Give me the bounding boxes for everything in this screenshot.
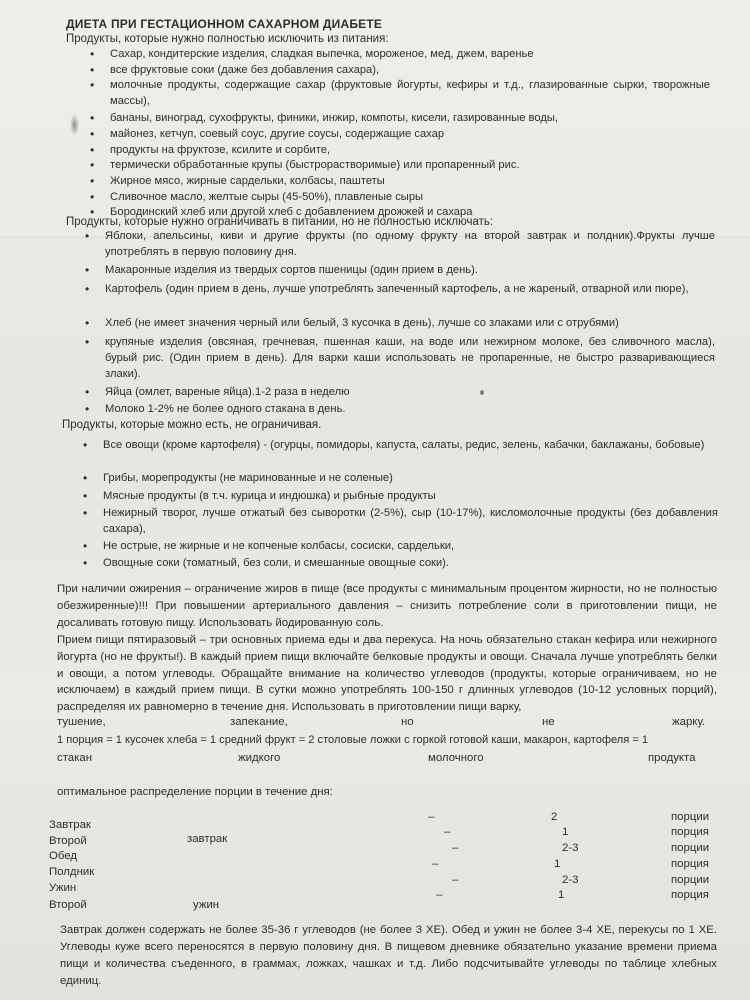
meal-dash: – bbox=[452, 842, 459, 854]
ink-dot bbox=[480, 390, 484, 395]
limit-item: • Картофель (один прием в день, лучше употреблять запеченный картофель, а не жареный, отварной или пюре), bbox=[105, 281, 715, 297]
limit-item: • Макаронные изделия из твердых сортов пшеницы (один прием в день). bbox=[105, 262, 478, 278]
distribution-heading: оптимальное распределение порции в течение дня: bbox=[57, 786, 333, 798]
meal-label-extra: завтрак bbox=[187, 833, 228, 845]
meals-paragraph: Прием пищи пятиразовый – три основных приема еды и два перекуса. На ночь обязательно стакан кефира или нежирного йогурта (но не фрукты!). В каждый прием пищи включайте белковые продукты и овощи. Сначала лучше употреблять белки и овощи, а потом углеводы. Обращайте внимание на количество углеводов (продукты, которые ограничиваем, но не исключаем) в каждый прием пищи. В сутки можно употреблять 100-150 г длинных углеводов (10-12 условных порций), распределяя их равномерно в течение дня. Использовать в приготовлении пищи варку, bbox=[57, 634, 717, 714]
meal-unit: порция bbox=[671, 858, 709, 870]
exclude-heading: Продукты, которые нужно полностью исключить из питания: bbox=[66, 33, 389, 45]
meal-label: Завтрак bbox=[49, 819, 91, 831]
portion-word: жидкого bbox=[238, 752, 281, 764]
meal-unit: порция bbox=[671, 889, 709, 901]
exclude-item: • Жирное мясо, жирные сардельки, колбасы, паштеты bbox=[110, 173, 385, 189]
meals-tail-word: но bbox=[401, 716, 414, 728]
paper-fold bbox=[0, 466, 750, 469]
meal-unit: порция bbox=[671, 826, 709, 838]
exclude-item: • Бородинский хлеб или другой хлеб с добавлением дрожжей и сахара bbox=[110, 204, 472, 220]
limit-item: • Яйца (омлет, вареные яйца).1-2 раза в неделю bbox=[105, 384, 350, 400]
meal-unit: порции bbox=[671, 811, 710, 823]
exclude-item: • Сливочное масло, желтые сыры (45-50%), плавленые сыры bbox=[110, 189, 423, 205]
meal-dash: – bbox=[436, 889, 443, 901]
meals-tail-word: тушение, bbox=[57, 716, 106, 728]
meal-label: Второй bbox=[49, 835, 87, 847]
limit-heading: Продукты, которые нужно ограничивать в питании, но не полностью исключать: bbox=[66, 216, 494, 228]
meal-dash: – bbox=[432, 858, 439, 870]
obesity-paragraph: При наличии ожирения – ограничение жиров в пище (все продукты с минимальным процентом жирности, но не полностью обезжиренные)!!! При повышении артериального давления – снизить потребление соли в приготовлении пищи, не досаливать готовую пищу. Использовать йодированную соль. bbox=[57, 583, 717, 629]
meal-label-extra: ужин bbox=[193, 899, 220, 911]
meals-tail-word: жарку. bbox=[672, 716, 706, 728]
meals-tail-word: не bbox=[542, 716, 555, 728]
allowed-item: • Все овощи (кроме картофеля) - (огурцы, помидоры, капуста, салаты, редис, зелень, кабачки, баклажаны, бобовые) bbox=[103, 437, 718, 453]
allowed-item: • Не острые, не жирные и не копченые колбасы, сосиски, сардельки, bbox=[103, 538, 454, 554]
exclude-item: • все фруктовые соки (даже без добавления сахара), bbox=[110, 62, 379, 78]
portion-word: стакан bbox=[57, 752, 92, 764]
limit-item: • крупяные изделия (овсяная, гречневая, пшенная каши, на воде или нежирном молоке, без сливочного масла), бурый рис. (Один прием в день). Для варки каши использовать не пропаренные, не быстро разваривающиеся злаки). bbox=[105, 334, 715, 382]
meal-label: Второй bbox=[49, 899, 87, 911]
meals-tail-word: запекание, bbox=[230, 716, 288, 728]
exclude-item: • майонез, кетчуп, соевый соус, другие соусы, содержащие сахар bbox=[110, 126, 444, 142]
meal-amount: 2-3 bbox=[562, 842, 579, 854]
meal-amount: 2-3 bbox=[562, 874, 579, 886]
allowed-heading: Продукты, которые можно есть, не ограничивая. bbox=[62, 419, 322, 431]
ink-smudge bbox=[70, 114, 79, 136]
portion-word: молочного bbox=[428, 752, 484, 764]
closing-paragraph: Завтрак должен содержать не более 35-36 г углеводов (не более 3 ХЕ). Обед и ужин не более 3-4 ХЕ, перекусы по 1 ХЕ. Углеводы куже всего переносятся в первую половину дня. В пищевом дневнике обязательно указание времени приема пищи и количества съеденного, в граммах, ложках, чашках и т.д. Либо подсчитывайте углеводы по таблице хлебных единиц. bbox=[60, 924, 717, 987]
allowed-item: • Грибы, морепродукты (не маринованные и не соленые) bbox=[103, 470, 393, 486]
exclude-item: • термически обработанные крупы (быстрорастворимые) или пропаренный рис. bbox=[110, 157, 520, 173]
portion-definition: 1 порция = 1 кусочек хлеба = 1 средний фрукт = 2 столовые ложки с горкой готовой каши, макарон, картофеля = 1 bbox=[57, 734, 649, 746]
limit-item: • Хлеб (не имеет значения черный или белый, 3 кусочка в день), лучше со злаками или с отрубями) bbox=[105, 315, 619, 331]
meal-unit: порции bbox=[671, 874, 710, 886]
exclude-item: • Сахар, кондитерские изделия, сладкая выпечка, мороженое, мед, джем, варенье bbox=[110, 46, 534, 62]
meal-amount: 1 bbox=[554, 858, 561, 870]
document-title: ДИЕТА ПРИ ГЕСТАЦИОННОМ САХАРНОМ ДИАБЕТЕ bbox=[66, 17, 383, 31]
meal-label: Ужин bbox=[49, 882, 77, 894]
allowed-item: • Овощные соки (томатный, без соли, и смешанные овощные соки). bbox=[103, 555, 449, 571]
meal-dash: – bbox=[444, 826, 451, 838]
limit-item: • Яблоки, апельсины, киви и другие фрукты (по одному фрукту на второй завтрак и полдник).Фрукты лучше употреблять в первую половину дня. bbox=[105, 228, 715, 260]
exclude-item: • молочные продукты, содержащие сахар (фруктовые йогурты, кефиры и т.д., глазированные сырки, творожные массы), bbox=[110, 77, 710, 109]
exclude-item: • продукты на фруктозе, ксилите и сорбите, bbox=[110, 142, 330, 158]
allowed-item: • Нежирный творог, лучше отжатый без сыворотки (2-5%), сыр (10-17%), кисломолочные продукты (без добавления сахара), bbox=[103, 505, 718, 537]
meal-dash: – bbox=[428, 811, 435, 823]
meal-label: Полдник bbox=[49, 866, 95, 878]
meal-label: Обед bbox=[49, 850, 77, 862]
meal-amount: 2 bbox=[551, 811, 558, 823]
meal-unit: порции bbox=[671, 842, 710, 854]
allowed-item: • Мясные продукты (в т.ч. курица и индюшка) и рыбные продукты bbox=[103, 488, 436, 504]
exclude-item: • бананы, виноград, сухофрукты, финики, инжир, компоты, кисели, газированные воды, bbox=[110, 110, 558, 126]
limit-item: • Молоко 1-2% не более одного стакана в день. bbox=[105, 401, 346, 417]
meal-dash: – bbox=[452, 874, 459, 886]
portion-word: продукта bbox=[648, 752, 696, 764]
meal-amount: 1 bbox=[562, 826, 569, 838]
meal-amount: 1 bbox=[558, 889, 565, 901]
